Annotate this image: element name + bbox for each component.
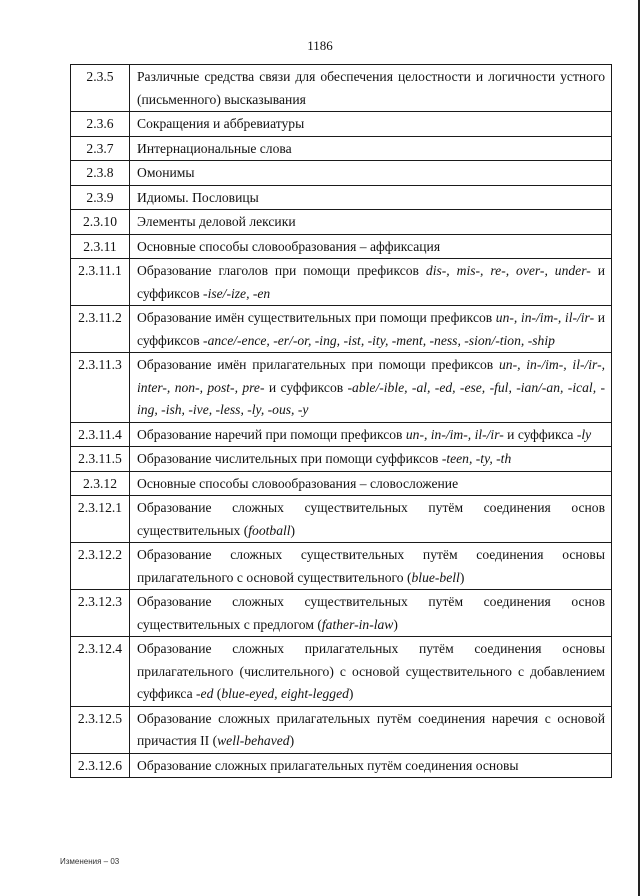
- example-affixes: -able/-ible, -al, -ed, -ese, -ful, -ian/-an, -ical, -ing, -ish, -ive, -less, -ly, -ous, -y: [137, 379, 605, 417]
- section-description: [130, 234, 612, 259]
- example-affixes: un-, in-/im-, il-/ir-: [495, 310, 595, 325]
- section-description: [130, 590, 612, 637]
- description-text: Образование сложных существительных путём соединения основы прилагательного с основой существительного (: [137, 547, 605, 585]
- section-description: [130, 210, 612, 235]
- section-description: [130, 543, 612, 590]
- table-row: [71, 353, 612, 423]
- description-text: Образование сложных прилагательных путём соединения основы прилагательного (числительного) с основой существительного с добавлением суффикса: [137, 641, 605, 701]
- description-text: Интернациональные слова: [137, 140, 292, 156]
- table-row: [71, 471, 612, 496]
- section-code: 2.3.12: [71, 471, 130, 496]
- table-row: [71, 543, 612, 590]
- description-text: ): [348, 686, 354, 701]
- section-code: 2.3.11.4: [71, 422, 130, 447]
- description-text: Идиомы. Пословицы: [137, 189, 259, 205]
- section-description: [130, 471, 612, 496]
- table-row: [71, 753, 612, 778]
- example-affixes: un-, in-/im-, il-/ir-: [405, 426, 504, 442]
- example-affixes: dis-, mis-, re-, over-, under-: [425, 263, 591, 278]
- example-affixes: -ly: [576, 426, 592, 442]
- description-text: Образование сложных существительных путём соединения основ существительных с предлогом (: [137, 594, 605, 632]
- description-text: Образование сложных прилагательных путём соединения наречия с основой причастия II (: [137, 710, 605, 748]
- table-row: [71, 185, 612, 210]
- table-row: [71, 161, 612, 186]
- description-text: Различные средства связи для обеспечения целостности и логичности устного (письменного) высказывания: [137, 69, 605, 107]
- section-description: [130, 259, 612, 306]
- example-affixes: -ance/-ence, -er/-or, -ing, -ist, -ity, -ment, -ness, -sion/-tion, -ship: [203, 332, 555, 348]
- section-code: 2.3.12.2: [71, 543, 130, 590]
- description-text: и суффиксов: [137, 310, 605, 348]
- section-description: [130, 161, 612, 186]
- description-text: (: [213, 686, 222, 701]
- table-row: [71, 447, 612, 472]
- description-text: ): [289, 733, 295, 748]
- example-affixes: football: [248, 522, 291, 538]
- description-text: и суффиксов: [137, 263, 605, 301]
- example-affixes: -teen, -ty, -th: [441, 451, 512, 466]
- table-row: [71, 637, 612, 707]
- section-code: 2.3.11: [71, 234, 130, 259]
- description-text: Образование имён прилагательных при помощи префиксов: [137, 357, 499, 372]
- table-row: [71, 306, 612, 353]
- section-code: 2.3.11.1: [71, 259, 130, 306]
- description-text: Омонимы: [137, 165, 195, 180]
- table-row: [71, 706, 612, 753]
- section-code: 2.3.12.1: [71, 496, 130, 543]
- table-row: [71, 210, 612, 235]
- section-description: [130, 496, 612, 543]
- section-code: 2.3.12.3: [71, 590, 130, 637]
- example-affixes: father-in-law: [321, 616, 394, 632]
- section-description: [130, 65, 612, 112]
- section-code: 2.3.12.6: [71, 753, 130, 778]
- description-text: Образование сложных существительных путём соединения основ существительных (: [137, 500, 605, 538]
- description-text: Элементы деловой лексики: [137, 214, 296, 229]
- table-row: [71, 496, 612, 543]
- table-body: [71, 65, 612, 778]
- example-affixes: blue-eyed, eight-legged: [221, 686, 349, 701]
- example-affixes: -ed: [196, 686, 214, 701]
- description-text: Образование наречий при помощи префиксов: [137, 426, 406, 442]
- section-description: [130, 353, 612, 423]
- page-number: 1186: [307, 38, 333, 53]
- section-description: [130, 422, 612, 447]
- table-row: [71, 234, 612, 259]
- example-affixes: well-behaved: [217, 733, 290, 748]
- section-description: [130, 637, 612, 707]
- section-description: [130, 447, 612, 472]
- section-description: [130, 112, 612, 137]
- section-description: [130, 306, 612, 353]
- section-description: [130, 185, 612, 210]
- section-code: 2.3.12.4: [71, 637, 130, 707]
- description-text: Образование глаголов при помощи префиксов: [137, 263, 426, 278]
- footer-revision: Изменения – 03: [60, 857, 120, 866]
- description-text: Сокращения и аббревиатуры: [137, 116, 305, 131]
- section-description: [130, 753, 612, 778]
- description-text: и суффиксов: [264, 379, 348, 395]
- example-affixes: -ise/-ize, -en: [203, 285, 271, 301]
- table-row: [71, 422, 612, 447]
- description-text: Основные способы словообразования – аффиксация: [137, 238, 441, 254]
- section-code: 2.3.6: [71, 112, 130, 137]
- section-code: 2.3.7: [71, 136, 130, 161]
- table-row: [71, 136, 612, 161]
- section-description: [130, 706, 612, 753]
- curriculum-table: [70, 64, 612, 778]
- section-code: 2.3.8: [71, 161, 130, 186]
- section-code: 2.3.11.3: [71, 353, 130, 423]
- description-text: и суффикса: [503, 426, 577, 442]
- section-description: [130, 136, 612, 161]
- example-affixes: un-, in-/im-, il-/ir-, inter-, non-, post-, pre-: [137, 357, 605, 395]
- description-text: ): [459, 569, 465, 585]
- section-code: 2.3.11.5: [71, 447, 130, 472]
- description-text: Образование имён существительных при помощи префиксов: [137, 310, 496, 325]
- section-code: 2.3.9: [71, 185, 130, 210]
- table-row: [71, 259, 612, 306]
- description-text: ): [393, 616, 398, 632]
- section-code: 2.3.10: [71, 210, 130, 235]
- table-row: [71, 590, 612, 637]
- description-text: ): [290, 522, 296, 538]
- section-code: 2.3.12.5: [71, 706, 130, 753]
- table-row: [71, 112, 612, 137]
- description-text: Образование сложных прилагательных путём соединения основы: [137, 757, 519, 773]
- section-code: 2.3.11.2: [71, 306, 130, 353]
- section-code: 2.3.5: [71, 65, 130, 112]
- table-row: [71, 65, 612, 112]
- description-text: Основные способы словообразования – словосложение: [137, 475, 459, 491]
- description-text: Образование числительных при помощи суффиксов: [137, 451, 442, 466]
- example-affixes: blue-bell: [411, 569, 460, 585]
